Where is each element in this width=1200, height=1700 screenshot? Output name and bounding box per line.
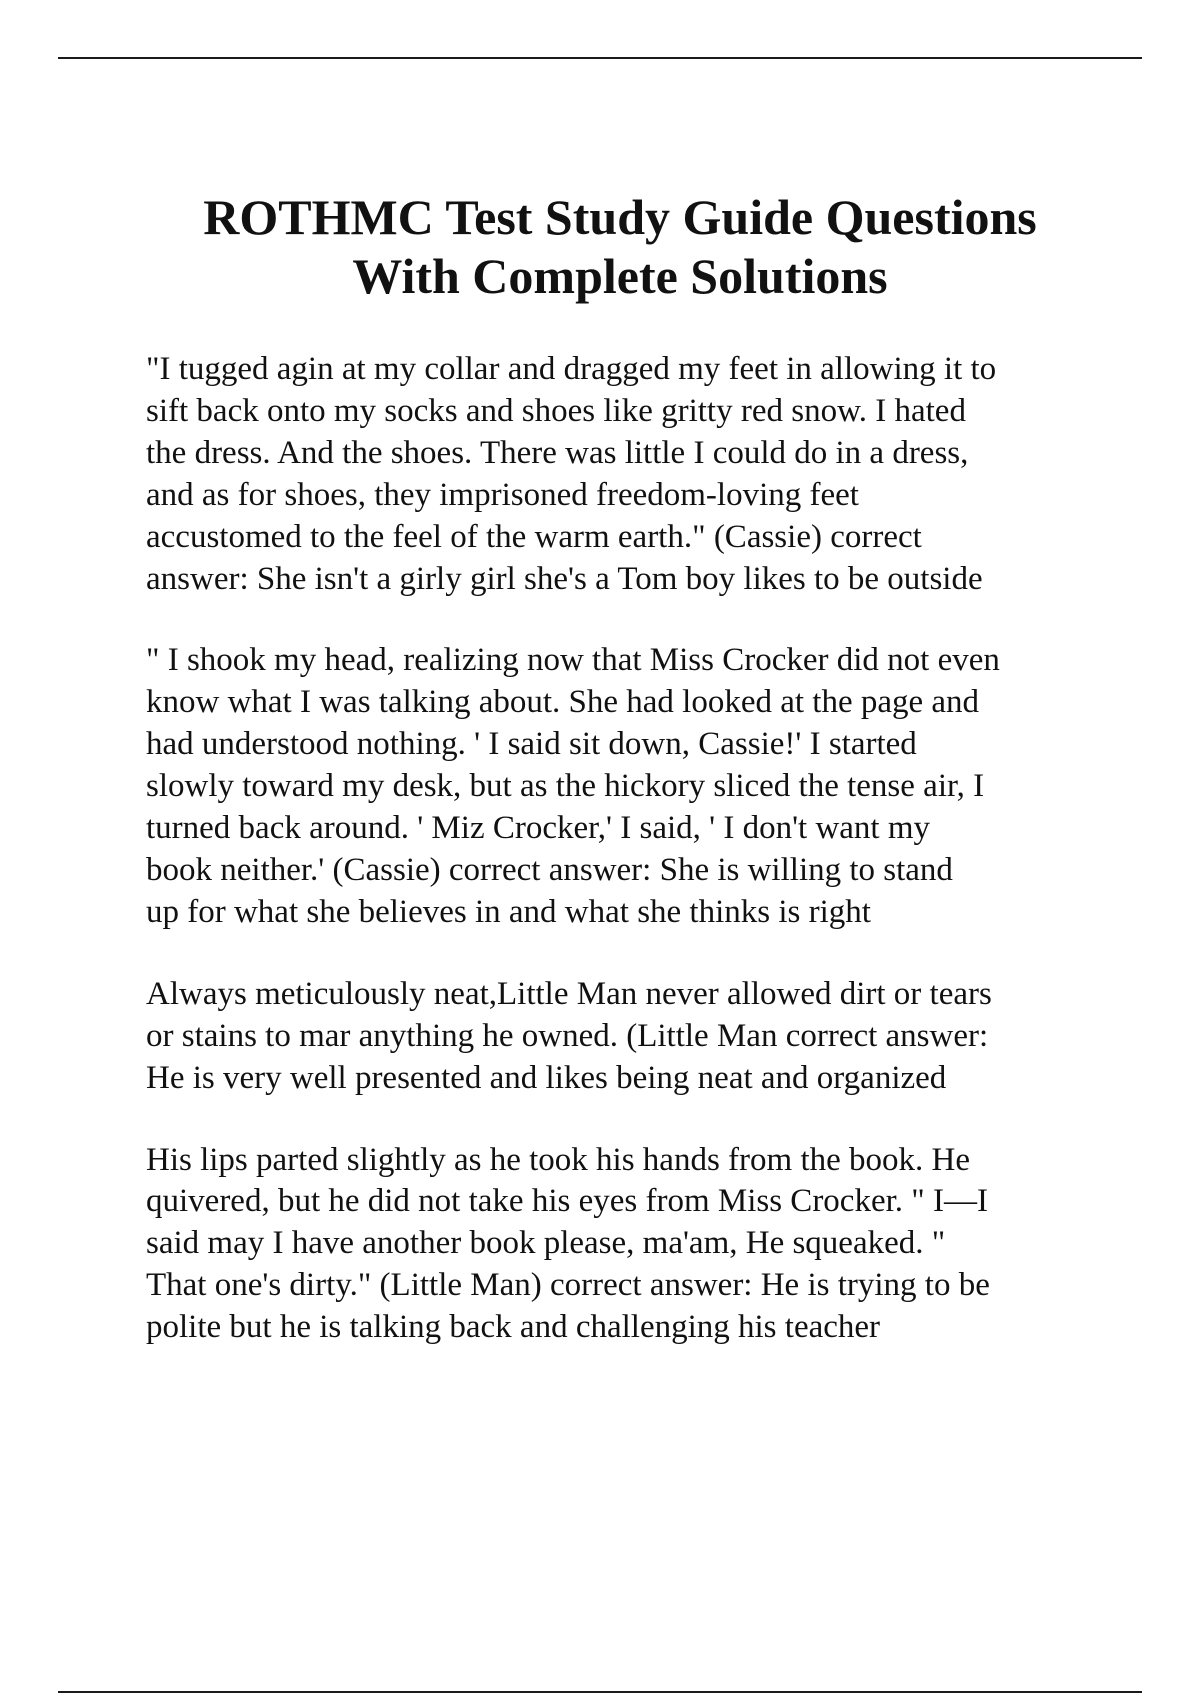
title-line: With Complete Solutions [352, 248, 888, 304]
title-line: ROTHMC Test Study Guide Questions [203, 189, 1037, 245]
document-title [100, 188, 1140, 306]
text-line: Always meticulously neat,Little Man never allowed dirt or tears [146, 975, 992, 1012]
text-line: and as for shoes, they imprisoned freedom-loving feet [146, 476, 859, 513]
text-line: sift back onto my socks and shoes like gritty red snow. I hated [146, 392, 966, 429]
text-line: His lips parted slightly as he took his hands from the book. He [146, 1141, 970, 1178]
text-line: " I shook my head, realizing now that Miss Crocker did not even [146, 642, 1000, 679]
text-line: "I tugged agin at my collar and dragged my feet in allowing it to [146, 351, 997, 387]
text-line: quivered, but he did not take his eyes from Miss Crocker. " I—I [146, 1183, 988, 1220]
text-line: the dress. And the shoes. There was little I could do in a dress, [146, 434, 969, 471]
text-line: accustomed to the feel of the warm earth." (Cassie) correct [146, 518, 922, 555]
text-line: had understood nothing. ' I said sit down, Cassie!' I started [146, 726, 917, 763]
document-body [146, 349, 1146, 1389]
text-line: up for what she believes in and what she thinks is right [146, 893, 871, 930]
footer-rule [58, 1691, 1142, 1693]
text-line: or stains to mar anything he owned. (Little Man correct answer: [146, 1017, 989, 1054]
qa-entry-1 [146, 349, 1146, 600]
text-line: That one's dirty." (Little Man) correct answer: He is trying to be [146, 1267, 990, 1304]
text-line: slowly toward my desk, but as the hickory sliced the tense air, I [146, 768, 985, 805]
text-line: He is very well presented and likes being neat and organized [146, 1059, 947, 1096]
text-line: polite but he is talking back and challenging his teacher [146, 1309, 881, 1346]
text-line: know what I was talking about. She had looked at the page and [146, 684, 980, 721]
qa-entry-4 [146, 1140, 1146, 1350]
text-line: said may I have another book please, ma'am, He squeaked. " [146, 1225, 946, 1262]
header-rule [58, 57, 1142, 59]
text-line: book neither.' (Cassie) correct answer: She is willing to stand [146, 851, 953, 888]
qa-entry-2 [146, 640, 1146, 933]
text-line: answer: She isn't a girly girl she's a Tom boy likes to be outside [146, 560, 983, 597]
qa-entry-3 [146, 974, 1146, 1100]
text-line: turned back around. ' Miz Crocker,' I said, ' I don't want my [146, 810, 931, 847]
